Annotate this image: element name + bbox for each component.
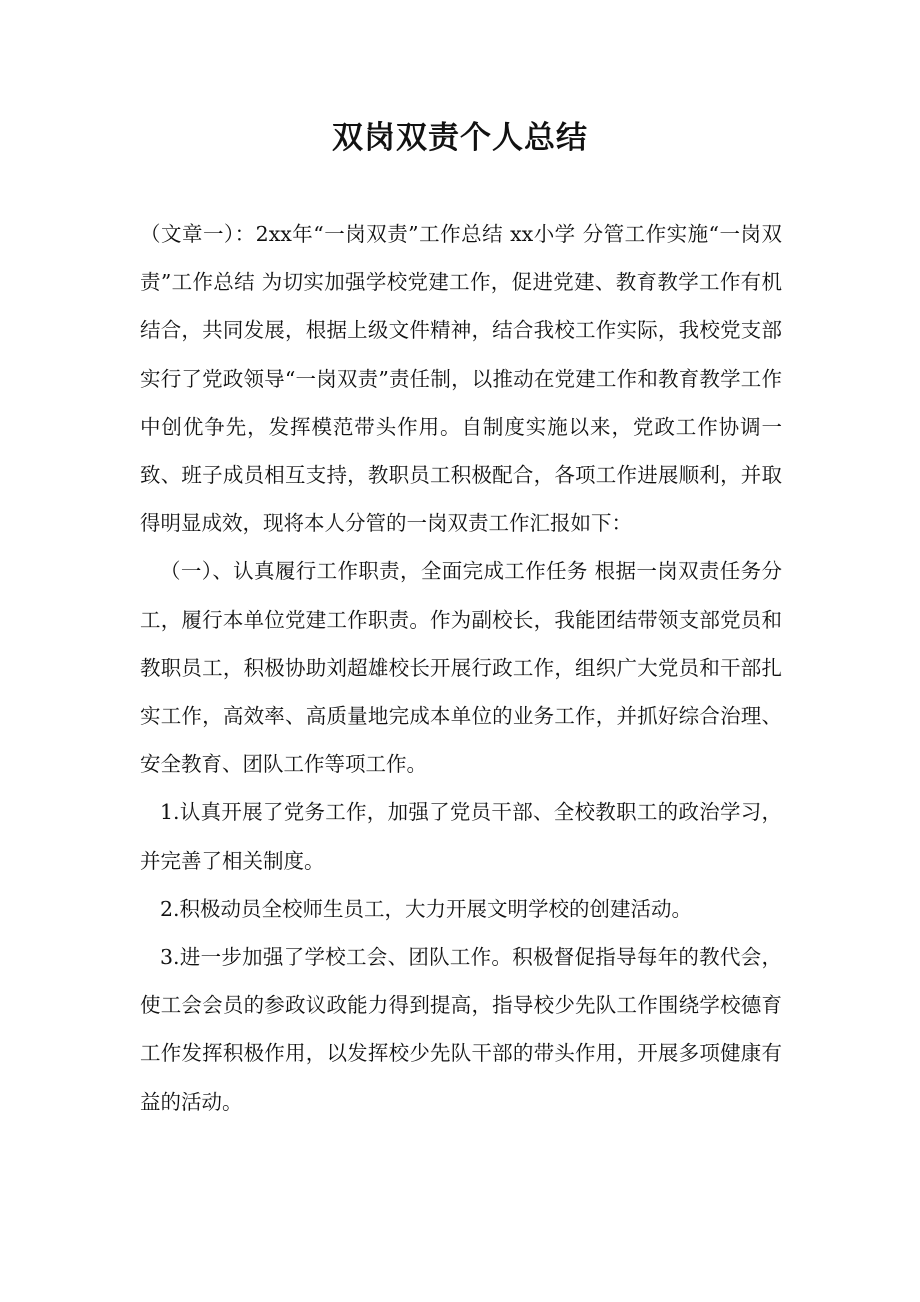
paragraph-section-1: （一）、认真履行工作职责，全面完成工作任务 根据一岗双责任务分工，履行本单位党建工作职责。作为副校长，我能团结带领支部党员和教职员工，积极协助刘超雄校长开展行政工作，组织广大党员和干部扎实工作，高效率、高质量地完成本单位的业务工作，并抓好综合治理、安全教育、团队工作等项工作。 (140, 559, 782, 777)
document-body (140, 210, 782, 1126)
paragraph-item-3: 3.进一步加强了学校工会、团队工作。积极督促指导每年的教代会，使工会会员的参政议政能力得到提高，指导校少先队工作围绕学校德育工作发挥积极作用，以发挥校少先队干部的带头作用，开展多项健康有益的活动。 (140, 945, 782, 1114)
document-title: 双岗双责个人总结 (332, 120, 588, 156)
paragraph-intro: （文章一）：2xx年“一岗双责”工作总结 xx小学 分管工作实施“一岗双责”工作总结 为切实加强学校党建工作，促进党建、教育教学工作有机结合，共同发展，根据上级文件精神，结合我校工作实际，我校党支部实行了党政领导“一岗双责”责任制，以推动在党建工作和教育教学工作中创优争先，发挥模范带头作用。自制度实施以来，党政工作协调一致、班子成员相互支持，教职员工积极配合，各项工作进展顺利，并取得明显成效，现将本人分管的一岗双责工作汇报如下： (140, 222, 782, 536)
paragraph-item-1: 1.认真开展了党务工作，加强了党员干部、全校教职工的政治学习，并完善了相关制度。 (140, 800, 782, 873)
paragraph-item-2: 2.积极动员全校师生员工，大力开展文明学校的创建活动。 (160, 896, 693, 921)
